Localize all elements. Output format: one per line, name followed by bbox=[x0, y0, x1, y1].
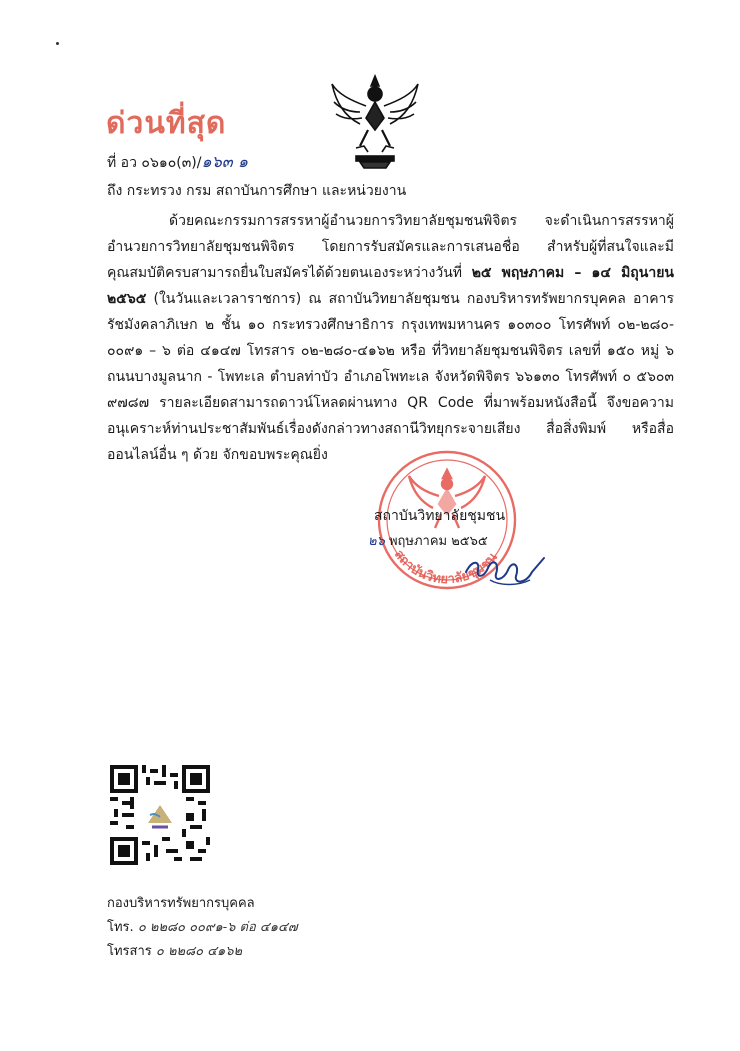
signatory-institution: สถาบันวิทยาลัยชุมชน bbox=[374, 508, 506, 524]
footer-phone bbox=[107, 916, 298, 937]
footer-department: กองบริหารทรัพยากรบุคคล bbox=[107, 896, 255, 911]
signature-date-day: ๒๖ bbox=[368, 534, 385, 549]
scan-speck bbox=[56, 42, 59, 45]
reference-number bbox=[107, 150, 248, 175]
reference-prefix: ที่ อว ๐๖๑๐(๓)/ bbox=[107, 155, 202, 171]
footer-fax bbox=[107, 940, 242, 961]
reference-handwritten-number: ๑๖๓ ๑ bbox=[201, 152, 248, 171]
handwritten-signature bbox=[460, 550, 550, 590]
seal-text: สถาบันวิทยาลัยชุมชน bbox=[390, 547, 501, 588]
letter-body bbox=[107, 208, 674, 468]
addressee-line: ถึง กระทรวง กรม สถาบันการศึกษา และหน่วยงาน bbox=[107, 183, 407, 199]
body-part-1: ด้วยคณะกรรมการสรรหาผู้อำนวยการวิทยาลัยชุมชนพิจิตร จะดำเนินการสรรหาผู้อำนวยการวิทยาลัยชุมชนพิจิตร โดยการรับสมัครและการเสนอชื่อ สำหรับผู้ที่สนใจและมีคุณสมบัติครบสามารถยื่นใบสมัครได้ด้วยตนเองระหว่างวันที่ bbox=[107, 213, 674, 281]
body-part-2: (ในวันและเวลาราชการ) ณ สถาบันวิทยาลัยชุมชน กองบริหารทรัพยากรบุคคล อาคารรัชมังคลาภิเษก ๒ ชั้น ๑๐ กระทรวงศึกษาธิการ กรุงเทพมหานคร ๑๐๓๐๐ โทรศัพท์ ๐๒-๒๘๐- ๐๐๙๑ – ๖ ต่อ ๔๑๔๗ โทรสาร ๐๒-๒๘๐-๔๑๖๒ หรือ ที่วิทยาลัยชุมชนพิจิตร เลขที่ ๑๕๐ หมู่ ๖ ถนนบางมูลนาก - โพทะเล ตำบลท่าบัว อำเภอโพทะเล จังหวัดพิจิตร ๖๖๑๓๐ โทรศัพท์ ๐ ๕๖๐๓ ๙๗๘๗ รายละเอียดสามารถดาวน์โหลดผ่านทาง QR Code ที่มาพร้อมหนังสือนี้ จึงขอความอนุเคราะห์ท่านประชาสัมพันธ์เรื่องดังกล่าวทางสถานีวิทยุกระจายเสียง สื่อสิ่งพิมพ์ หรือสื่อออนไลน์อื่น ๆ ด้วย จักขอบพระคุณยิ่ง bbox=[107, 291, 674, 463]
footer-phone-number: ๐ ๒๒๘๐ ๐๐๙๑-๖ ต่อ ๔๑๔๗ bbox=[137, 920, 298, 935]
signature-date-rest: พฤษภาคม ๒๕๖๕ bbox=[384, 534, 488, 549]
footer-phone-label: โทร. bbox=[107, 920, 138, 935]
signature-date bbox=[368, 530, 488, 551]
application-period: ๒๕ พฤษภาคม – ๑๔ มิถุนายน ๒๕๖๕ bbox=[107, 265, 674, 307]
qr-code-icon[interactable] bbox=[110, 765, 210, 865]
footer-fax-label: โทรสาร bbox=[107, 944, 156, 959]
garuda-emblem-icon bbox=[330, 72, 420, 172]
footer-fax-number: ๐ ๒๒๘๐ ๔๑๖๒ bbox=[155, 944, 243, 959]
urgency-label: ด่วนที่สุด bbox=[106, 106, 227, 141]
